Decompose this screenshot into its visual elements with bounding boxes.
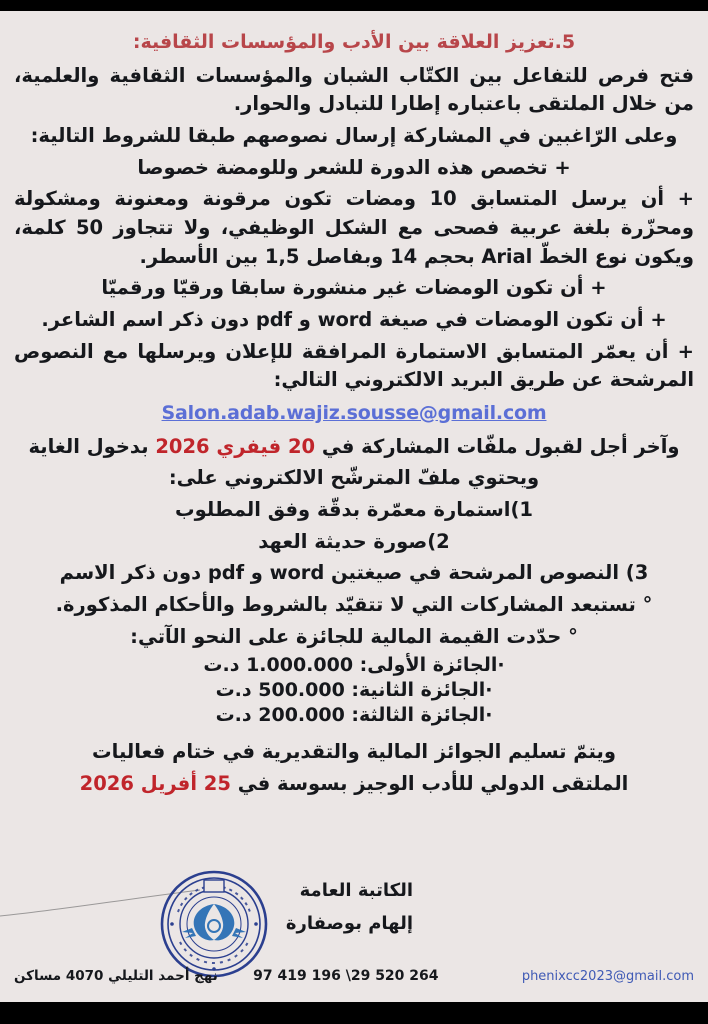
bottom-black-bar <box>0 1002 708 1024</box>
file-item-3: 3) النصوص المرشحة في صيغتين word و pdf دون ذكر الاسم <box>59 561 649 585</box>
condition-item-4: + أن تكون الومضات في صيغة word و pdf دون ذكر اسم الشاعر. <box>41 307 667 331</box>
submission-email-link[interactable]: Salon.adab.wajiz.sousse@gmail.com <box>161 401 547 424</box>
prize-third: ·الجائزة الثالثة: 200.000 د.ت <box>215 704 493 727</box>
footer-email[interactable]: phenixcc2023@gmail.com <box>521 968 694 984</box>
closing-prefix: الملتقى الدولي للأدب الوجيز بسوسة في <box>230 772 629 796</box>
condition-item-5: + أن يعمّر المتسابق الاستمارة المرافقة للإعلان ويرسلها مع النصوص المرشحة عن طريق البريد الالكتروني التالي: <box>14 339 694 392</box>
paragraph-conditions-intro: وعلى الرّاغبين في المشاركة إرسال نصوصهم طبقا للشروط التالية: <box>30 123 678 147</box>
deadline-suffix: بدخول الغاية <box>28 434 156 458</box>
signatory-name: إلهام بوصفارة <box>285 913 413 935</box>
paragraph-intro: فتح فرص للتفاعل بين الكتّاب الشبان والمؤسسات الثقافية والعلمية، من خلال الملتقى باعتباره إطارا للتبادل والحوار. <box>14 63 694 116</box>
signature-text <box>286 874 413 941</box>
note-prize-intro: ° حدّدت القيمة المالية للجائزة على النحو الآتي: <box>130 624 578 648</box>
document-content <box>0 11 708 802</box>
email-link-container <box>14 402 694 424</box>
condition-item-2: + أن يرسل المتسابق 10 ومضات تكون مرقونة ومعنونة ومشكولة ومحزّرة بلغة عربية فصحى مع الشكل الوظيفي، ولا تتجاوز 50 كلمة، ويكون نوع الخطّ Arial بحجم 14 وبفاصل 1,5 بين الأسطر. <box>14 187 694 268</box>
deadline-prefix: وآخر أجل لقبول ملفّات المشاركة في <box>315 434 680 458</box>
section-heading: 5.تعزيز العلاقة بين الأدب والمؤسسات الثقافية: <box>132 31 576 53</box>
footer-phone: 97 419 196 \29 520 264 <box>253 968 439 984</box>
signatory-title: الكاتبة العامة <box>299 880 413 901</box>
condition-item-3: + أن تكون الومضات غير منشورة سابقا ورقيّا ورقميّا <box>101 276 607 300</box>
prize-second: ·الجائزة الثانية: 500.000 د.ت <box>215 679 493 702</box>
file-contents-intro: ويحتوي ملفّ المترشّح الالكتروني على: <box>168 466 540 490</box>
note-exclusion: ° تستبعد المشاركات التي لا تتقيّد بالشروط والأحكام المذكورة. <box>55 593 653 617</box>
deadline-date: 20 فيفري 2026 <box>155 434 316 458</box>
footer-address: نهج أحمد التليلي 4070 مساكن <box>14 968 218 984</box>
file-item-2: 2)صورة حديثة العهد <box>258 529 450 553</box>
prize-first: ·الجائزة الأولى: 1.000.000 د.ت <box>203 654 505 677</box>
closing-date: 25 أفريل 2026 <box>79 772 231 796</box>
closing-line-1: ويتمّ تسليم الجوائز المالية والتقديرية في ختام فعاليات <box>92 740 616 764</box>
file-item-1: 1)استمارة معمّرة بدقّة وفق المطلوب <box>175 498 533 522</box>
top-black-bar <box>0 0 708 11</box>
deadline-line <box>14 433 694 462</box>
document-footer <box>0 958 708 1002</box>
condition-item-1: + تخصص هذه الدورة للشعر وللومضة خصوصا <box>137 155 571 179</box>
closing-line-2 <box>14 770 694 799</box>
